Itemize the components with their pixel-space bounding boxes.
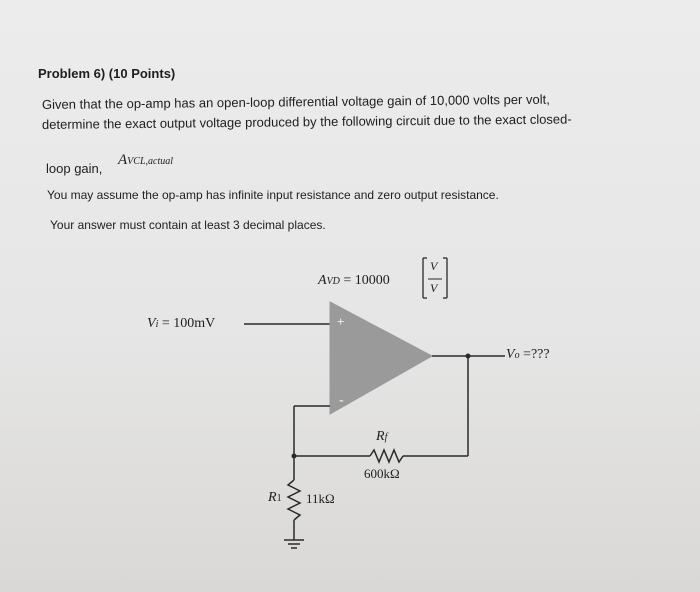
- rf-value: 600kΩ: [364, 466, 400, 481]
- problem-text-assumption: You may assume the op-amp has infinite input resistance and zero output resistance.: [47, 188, 499, 202]
- rf-resistor-icon: [370, 450, 403, 462]
- non-inverting-terminal-sign: +: [337, 314, 345, 329]
- output-voltage-label: Vo =???: [506, 347, 550, 362]
- closed-loop-gain-symbol-main: A: [118, 152, 128, 168]
- problem-text-line-3: loop gain,: [46, 161, 103, 176]
- r1-resistor-icon: [288, 480, 300, 520]
- inverting-node: [292, 454, 297, 459]
- op-amp-symbol: [330, 302, 432, 414]
- gain-label: AVD = 10000: [318, 273, 390, 288]
- closed-loop-gain-symbol-sub: VCL,actual: [127, 156, 174, 167]
- rf-label: Rf: [376, 429, 388, 444]
- gain-unit-denominator: V: [430, 281, 438, 295]
- input-voltage-label: Vi = 100mV: [147, 316, 216, 331]
- inverting-terminal-sign: -: [339, 393, 344, 408]
- problem-text-line-1: Given that the op-amp has an open-loop differential voltage gain of 10,000 volts per volt,: [41, 91, 550, 112]
- problem-text-precision: Your answer must contain at least 3 decimal places.: [50, 218, 326, 232]
- problem-text-line-2: determine the exact output voltage produced by the following circuit due to the exact closed-: [41, 111, 572, 132]
- gain-unit-numerator: V: [430, 259, 438, 273]
- problem-heading: Problem 6) (10 Points): [38, 66, 176, 81]
- r1-label: R1: [268, 490, 282, 505]
- r1-value: 11kΩ: [306, 491, 335, 506]
